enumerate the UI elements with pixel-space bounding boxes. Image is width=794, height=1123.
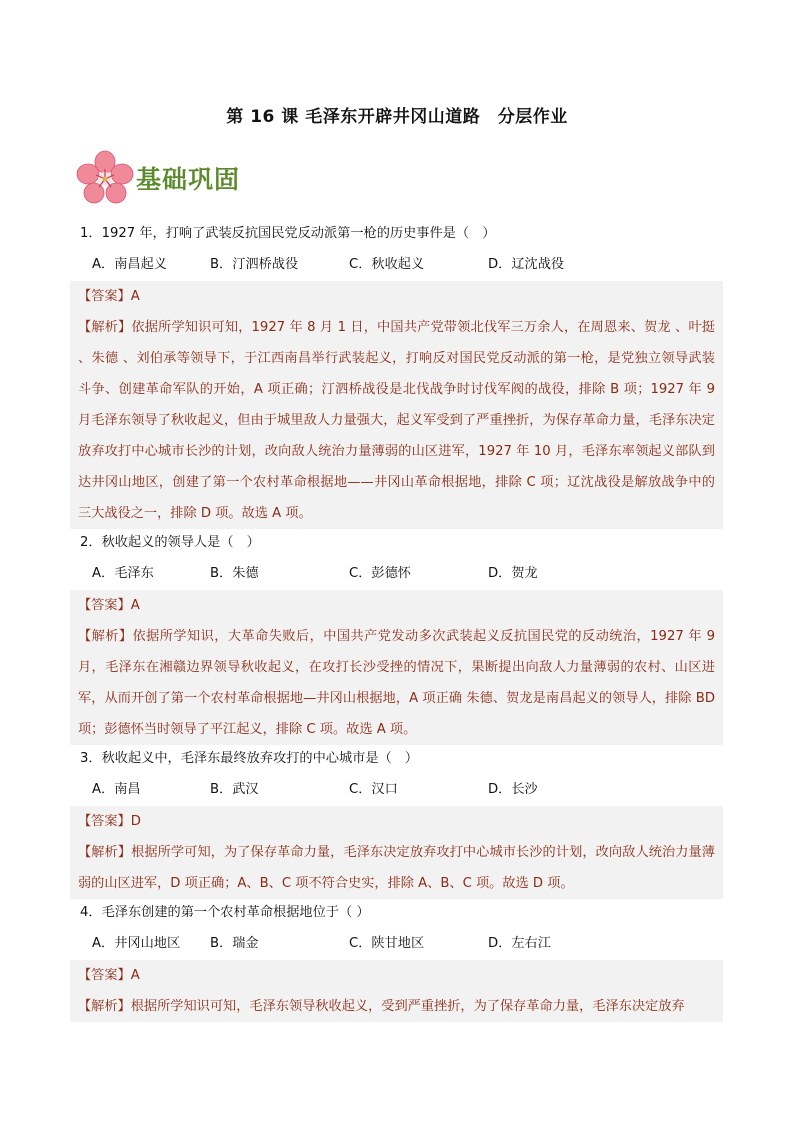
- question-item: [70, 899, 723, 1022]
- answer-label: 【答案】A: [78, 968, 140, 983]
- option-d: D．贺龙: [488, 566, 538, 581]
- option-a: A．毛泽东: [92, 566, 154, 581]
- option-b: B．武汉: [210, 782, 259, 797]
- flower-icon: [76, 150, 134, 206]
- question-stem: 2．秋收起义的领导人是（ ）: [80, 535, 260, 550]
- question-stem: 3．秋收起义中，毛泽东最终放弃攻打的中心城市是（ ）: [80, 751, 419, 766]
- answer-label: 【答案】A: [78, 598, 140, 613]
- option-row: [70, 773, 723, 806]
- option-a: A．南昌起义: [92, 257, 167, 272]
- section-header: [76, 148, 336, 208]
- analysis-text: 【解析】依据所学知识，大革命失败后，中国共产党发动多次武装起义反抗国民党的反动统治，1927 年 9 月，毛泽东在湘赣边界领导秋收起义，在攻打长沙受挫的情况下，果断提出向敌人力量薄弱的农村、山区进军，从而开创了第一个农村革命根据地—井冈山根据地，A 项正确 朱德、贺龙是南昌起义的领导人，排除 BD 项；彭德怀当时领导了平江起义，排除 C 项。故选 A 项。: [78, 629, 715, 737]
- option-a: A．井冈山地区: [92, 936, 181, 951]
- option-b: B．汀泗桥战役: [210, 257, 299, 272]
- question-list: [70, 220, 723, 1022]
- answer-box: [70, 806, 723, 899]
- option-a: A．南昌: [92, 782, 141, 797]
- option-d: D．左右江: [488, 936, 551, 951]
- option-c: C．秋收起义: [349, 257, 425, 272]
- option-d: D．长沙: [488, 782, 538, 797]
- question-item: [70, 745, 723, 899]
- option-c: C．陕甘地区: [349, 936, 425, 951]
- analysis-text: 【解析】根据所学知识可知，毛泽东领导秋收起义，受到严重挫折，为了保存革命力量，毛泽东决定放弃: [78, 999, 685, 1014]
- question-item: [70, 529, 723, 745]
- answer-label: 【答案】A: [78, 289, 140, 304]
- option-row: [70, 248, 723, 281]
- answer-box: [70, 590, 723, 745]
- section-title: 基础巩固: [136, 165, 241, 194]
- question-stem: 4．毛泽东创建的第一个农村革命根据地位于（ ）: [80, 905, 370, 920]
- analysis-text: 【解析】依据所学知识可知，1927 年 8 月 1 日，中国共产党带领北伐军三万余人，在周恩来、贺龙 、叶挺 、朱德 、刘伯承等领导下，于江西南昌举行武装起义，打响反对国民党反动派的第一枪，是党独立领导武装斗争、创建革命军队的开始，A 项正确；汀泗桥战役是北伐战争时讨伐军阀的战役，排除 B 项；1927 年 9 月毛泽东领导了秋收起义，但由于城里敌人力量强大，起义军受到了严重挫折，为保存革命力量，毛泽东决定放弃攻打中心城市长沙的计划，改向敌人统治力量薄弱的山区进军，1927 年 10 月，毛泽东率领起义部队到达井冈山地区，创建了第一个农村革命根据地——井冈山革命根据地，排除 C 项；辽沈战役是解放战争中的三大战役之一，排除 D 项。故选 A 项。: [78, 320, 715, 521]
- option-c: C．汉口: [349, 782, 398, 797]
- option-row: [70, 927, 723, 960]
- option-d: D．辽沈战役: [488, 257, 565, 272]
- answer-label: 【答案】D: [78, 814, 141, 829]
- question-stem: 1．1927 年，打响了武装反抗国民党反动派第一枪的历史事件是（ ）: [80, 226, 496, 241]
- option-b: B．朱德: [210, 566, 259, 581]
- question-item: [70, 220, 723, 529]
- analysis-text: 【解析】根据所学可知，为了保存革命力量，毛泽东决定放弃攻打中心城市长沙的计划，改向敌人统治力量薄弱的山区进军，D 项正确；A、B、C 项不符合史实，排除 A、B、C 项。故选 D 项。: [78, 845, 715, 891]
- option-row: [70, 557, 723, 590]
- option-c: C．彭德怀: [349, 566, 411, 581]
- option-b: B．瑞金: [210, 936, 259, 951]
- answer-box: [70, 281, 723, 529]
- page-title: 第 16 课 毛泽东开辟井冈山道路 分层作业: [226, 107, 568, 127]
- answer-box: [70, 960, 723, 1022]
